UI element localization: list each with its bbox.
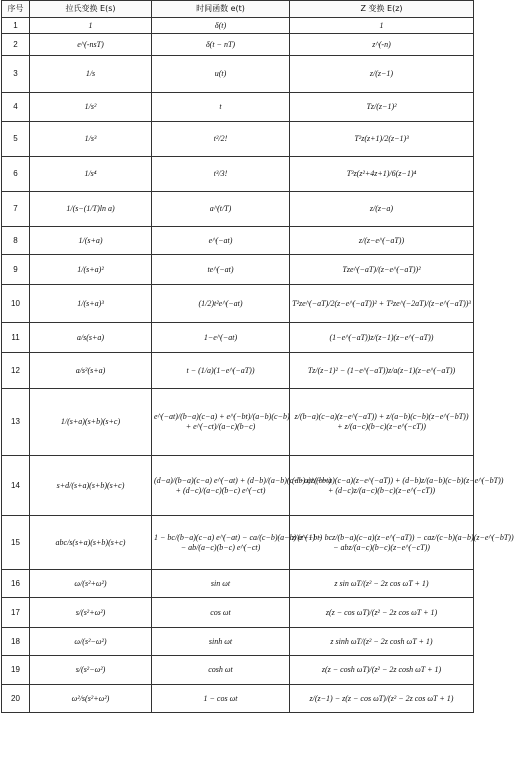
table-row bbox=[2, 285, 474, 323]
time-function-cell-text: cosh ωt bbox=[208, 665, 233, 674]
table-row bbox=[2, 18, 474, 34]
time-function-cell bbox=[152, 353, 290, 389]
z-transform-cell-text: z/(z−1) − z(z − cos ωT)/(z² − 2z cos ωT + 1) bbox=[309, 693, 454, 703]
z-transform-cell bbox=[290, 227, 474, 255]
z-transform-table bbox=[1, 0, 514, 713]
laplace-transform-cell bbox=[30, 157, 152, 192]
table-row bbox=[2, 685, 474, 713]
laplace-transform-cell-text: 1/(s+a)² bbox=[77, 264, 104, 274]
row-index-text: 1 bbox=[13, 20, 18, 30]
row-index-text: 7 bbox=[13, 204, 18, 213]
table-row bbox=[2, 227, 474, 255]
laplace-transform-cell bbox=[30, 227, 152, 255]
row-index bbox=[2, 56, 30, 93]
z-transform-cell bbox=[290, 628, 474, 656]
time-function-cell bbox=[152, 18, 290, 34]
z-transform-cell bbox=[290, 255, 474, 285]
table-row bbox=[2, 56, 474, 93]
time-function-cell bbox=[152, 93, 290, 122]
time-function-cell-text: e^(−at) bbox=[208, 235, 233, 245]
time-function-cell bbox=[152, 323, 290, 353]
time-function-cell bbox=[152, 192, 290, 227]
time-function-cell bbox=[152, 122, 290, 157]
row-index-text: 3 bbox=[13, 69, 18, 78]
z-transform-cell bbox=[290, 122, 474, 157]
laplace-transform-cell-text: s/(s²+ω²) bbox=[75, 607, 106, 617]
table-row bbox=[2, 122, 474, 157]
row-index-text: 5 bbox=[13, 134, 18, 143]
time-function-cell-text: 1−e^(−at) bbox=[203, 332, 238, 342]
laplace-transform-cell-text: e^(-nsT) bbox=[77, 39, 104, 49]
row-index bbox=[2, 656, 30, 685]
z-transform-cell-text: Tz/(z−1)² bbox=[366, 102, 397, 111]
laplace-transform-cell-text: 1 bbox=[88, 20, 93, 30]
z-transform-cell bbox=[290, 570, 474, 598]
laplace-transform-cell bbox=[30, 93, 152, 122]
table-row bbox=[2, 34, 474, 56]
time-function-cell-text: δ(t − nT) bbox=[205, 39, 236, 49]
laplace-transform-cell-text: abc/s(s+a)(s+b)(s+c) bbox=[55, 537, 126, 547]
time-function-cell bbox=[152, 285, 290, 323]
laplace-transform-cell-text: 1/(s+a)³ bbox=[77, 298, 104, 308]
time-function-cell-text: e^(−at)/(b−a)(c−a) + e^(−bt)/(a−b)(c−b) + e^(−ct)/(a−c)(b−c) bbox=[154, 412, 290, 431]
z-transform-cell bbox=[290, 56, 474, 93]
header-time-function: 时间函数 e(t) bbox=[152, 1, 290, 18]
header-laplace: 拉氏变换 E(s) bbox=[30, 1, 152, 18]
time-function-cell bbox=[152, 656, 290, 685]
z-transform-cell-text: (1−e^(−aT))z/(z−1)(z−e^(−aT)) bbox=[329, 332, 434, 342]
time-function-cell bbox=[152, 598, 290, 628]
row-index bbox=[2, 285, 30, 323]
time-function-cell-text: t bbox=[219, 102, 222, 111]
time-function-cell bbox=[152, 685, 290, 713]
time-function-cell-text: (1/2)t²e^(−at) bbox=[198, 298, 243, 308]
time-function-cell-text: δ(t) bbox=[214, 20, 227, 30]
laplace-transform-cell bbox=[30, 56, 152, 93]
laplace-transform-cell bbox=[30, 685, 152, 713]
row-index-text: 6 bbox=[13, 169, 18, 178]
z-transform-cell bbox=[290, 285, 474, 323]
laplace-transform-cell-text: 1/s bbox=[85, 69, 96, 78]
z-transform-cell-text: T²z(z+1)/2(z−1)³ bbox=[354, 134, 409, 143]
laplace-transform-cell bbox=[30, 516, 152, 570]
time-function-cell bbox=[152, 157, 290, 192]
laplace-transform-cell bbox=[30, 598, 152, 628]
row-index bbox=[2, 516, 30, 570]
time-function-cell bbox=[152, 570, 290, 598]
laplace-transform-cell bbox=[30, 656, 152, 685]
row-index bbox=[2, 122, 30, 157]
header-row bbox=[2, 1, 474, 18]
row-index bbox=[2, 570, 30, 598]
time-function-cell-text: 1 − cos ωt bbox=[203, 693, 238, 703]
row-index bbox=[2, 628, 30, 656]
time-function-cell bbox=[152, 34, 290, 56]
laplace-transform-cell bbox=[30, 353, 152, 389]
row-index bbox=[2, 192, 30, 227]
z-transform-cell-text: z sin ωT/(z² − 2z cos ωT + 1) bbox=[334, 578, 429, 588]
z-transform-cell-text: z/(z−1) bbox=[369, 69, 394, 78]
table-row bbox=[2, 353, 474, 389]
time-function-cell-text: u(t) bbox=[214, 69, 227, 78]
z-transform-cell-text: (d−a)z/(b−a)(c−a)(z−e^(−aT)) + (d−b)z/(a−b)(c−b)(z−e^(−bT)) + (d−c)z/(a−c)(b−c)(z−e^(−cT)) bbox=[292, 475, 504, 495]
row-index-text: 18 bbox=[11, 636, 20, 646]
laplace-transform-cell-text: a/s(s+a) bbox=[76, 332, 105, 342]
z-transform-cell bbox=[290, 323, 474, 353]
table-row bbox=[2, 628, 474, 656]
z-transform-cell bbox=[290, 389, 474, 456]
time-function-cell bbox=[152, 456, 332, 516]
z-transform-cell-text: Tz/(z−1)² − (1−e^(−aT))z/a(z−1)(z−e^(−aT)) bbox=[307, 365, 456, 375]
laplace-transform-cell bbox=[30, 570, 152, 598]
laplace-transform-cell bbox=[30, 285, 152, 323]
z-transform-cell bbox=[290, 685, 474, 713]
table-row bbox=[2, 656, 474, 685]
table-row bbox=[2, 570, 474, 598]
z-transform-cell bbox=[290, 516, 514, 570]
time-function-cell-text: t − (1/a)(1−e^(−aT)) bbox=[186, 365, 255, 375]
z-transform-cell-text: z^(-n) bbox=[372, 39, 391, 49]
table-row bbox=[2, 93, 474, 122]
row-index-text: 8 bbox=[13, 235, 18, 245]
time-function-cell-text: te^(−at) bbox=[207, 264, 234, 274]
laplace-transform-cell bbox=[30, 34, 152, 56]
z-transform-cell-text: z(z − cosh ωT)/(z² − 2z cosh ωT + 1) bbox=[321, 665, 442, 674]
laplace-transform-cell-text: s/(s²−ω²) bbox=[75, 665, 106, 674]
row-index-text: 16 bbox=[11, 578, 20, 588]
z-transform-cell-text: Tze^(−aT)/(z−e^(−aT))² bbox=[342, 264, 421, 274]
row-index-text: 2 bbox=[13, 39, 18, 49]
laplace-transform-cell bbox=[30, 389, 152, 456]
row-index-text: 15 bbox=[11, 537, 20, 547]
table-row bbox=[2, 598, 474, 628]
table-row bbox=[2, 456, 474, 516]
table-row bbox=[2, 516, 474, 570]
row-index-text: 13 bbox=[11, 417, 20, 426]
row-index bbox=[2, 93, 30, 122]
table-row bbox=[2, 192, 474, 227]
laplace-transform-cell-text: ω²/s(s²+ω²) bbox=[71, 693, 110, 703]
z-transform-cell-text: z sinh ωT/(z² − 2z cosh ωT + 1) bbox=[330, 636, 433, 646]
laplace-transform-cell bbox=[30, 122, 152, 157]
laplace-transform-cell bbox=[30, 456, 152, 516]
row-index bbox=[2, 34, 30, 56]
time-function-cell-text: a^(t/T) bbox=[209, 204, 232, 213]
z-transform-cell bbox=[290, 656, 474, 685]
z-transform-cell bbox=[290, 456, 504, 516]
row-index bbox=[2, 323, 30, 353]
z-transform-cell-text: z(z − cos ωT)/(z² − 2z cos ωT + 1) bbox=[325, 607, 438, 617]
time-function-cell-text: 1 − bc/(b−a)(c−a) e^(−at) − ca/(c−b)(a−b) e^(−bt) − ab/(a−c)(b−c) e^(−ct) bbox=[154, 532, 323, 552]
z-transform-cell bbox=[290, 34, 474, 56]
time-function-cell-text: sinh ωt bbox=[208, 636, 233, 646]
time-function-cell bbox=[152, 56, 290, 93]
laplace-transform-cell-text: 1/s⁴ bbox=[84, 169, 97, 178]
header-z-transform: Z 变换 E(z) bbox=[290, 1, 474, 18]
z-transform-cell-text: T²ze^(−aT)/2(z−e^(−aT))² + T²ze^(−2aT)/(z−e^(−aT))³ bbox=[292, 298, 471, 308]
z-transform-cell bbox=[290, 157, 474, 192]
z-transform-cell bbox=[290, 18, 474, 34]
laplace-transform-cell bbox=[30, 255, 152, 285]
row-index-text: 12 bbox=[11, 365, 20, 375]
z-transform-cell-text: z/(z−a) bbox=[369, 204, 394, 213]
z-transform-cell-text: z/(z−1) − bcz/(b−a)(c−a)(z−e^(−aT)) − caz/(c−b)(a−b)(z−e^(−bT)) − abz/(a−c)(b−c)(z−e^(−cT)) bbox=[292, 532, 514, 552]
laplace-transform-cell-text: 1/(s+a)(s+b)(s+c) bbox=[60, 417, 121, 426]
row-index bbox=[2, 598, 30, 628]
row-index-text: 20 bbox=[11, 693, 20, 703]
time-function-cell bbox=[152, 389, 290, 456]
time-function-cell bbox=[152, 227, 290, 255]
time-function-cell-text: sin ωt bbox=[210, 578, 231, 588]
table-body bbox=[2, 18, 514, 713]
time-function-cell-text: (d−a)/(b−a)(c−a) e^(−at) + (d−b)/(a−b)(c−b) e^(−bt) + (d−c)/(a−c)(b−c) e^(−ct) bbox=[154, 475, 332, 495]
table-row bbox=[2, 323, 474, 353]
row-index bbox=[2, 456, 30, 516]
row-index-text: 9 bbox=[13, 264, 18, 274]
row-index bbox=[2, 353, 30, 389]
z-transform-cell-text: 1 bbox=[379, 20, 384, 30]
laplace-transform-cell-text: ω/(s²+ω²) bbox=[74, 578, 107, 588]
laplace-transform-cell-text: 1/(s−(1/T)ln a) bbox=[66, 204, 115, 213]
time-function-cell bbox=[152, 628, 290, 656]
z-transform-cell bbox=[290, 598, 474, 628]
time-function-cell-text: cos ωt bbox=[210, 607, 231, 617]
laplace-transform-cell bbox=[30, 192, 152, 227]
table-row bbox=[2, 157, 474, 192]
table-row bbox=[2, 255, 474, 285]
laplace-transform-cell bbox=[30, 18, 152, 34]
z-transform-cell-text: z/(z−e^(−aT)) bbox=[358, 235, 405, 245]
row-index bbox=[2, 389, 30, 456]
z-transform-cell-text: z/(b−a)(c−a)(z−e^(−aT)) + z/(a−b)(c−b)(z−e^(−bT)) + z/(a−c)(b−c)(z−e^(−cT)) bbox=[294, 412, 469, 431]
row-index bbox=[2, 18, 30, 34]
laplace-transform-cell-text: 1/(s+a) bbox=[78, 235, 103, 245]
row-index-text: 4 bbox=[13, 102, 18, 111]
laplace-transform-cell bbox=[30, 628, 152, 656]
time-function-cell-text: t³/3! bbox=[213, 169, 228, 178]
laplace-transform-cell-text: 1/s³ bbox=[84, 134, 97, 143]
laplace-transform-cell-text: a/s²(s+a) bbox=[75, 365, 106, 375]
laplace-transform-cell-text: 1/s² bbox=[84, 102, 97, 111]
z-transform-cell bbox=[290, 192, 474, 227]
z-transform-cell bbox=[290, 353, 474, 389]
time-function-cell bbox=[152, 255, 290, 285]
row-index bbox=[2, 157, 30, 192]
time-function-cell bbox=[152, 516, 323, 570]
row-index-text: 17 bbox=[11, 607, 20, 617]
z-transform-cell bbox=[290, 93, 474, 122]
z-transform-cell-text: T³z(z²+4z+1)/6(z−1)⁴ bbox=[346, 169, 417, 178]
row-index bbox=[2, 685, 30, 713]
row-index-text: 14 bbox=[11, 480, 20, 490]
laplace-transform-cell bbox=[30, 323, 152, 353]
table-row bbox=[2, 389, 474, 456]
time-function-cell-text: t²/2! bbox=[213, 134, 228, 143]
row-index-text: 19 bbox=[11, 665, 20, 674]
header-index: 序号 bbox=[2, 1, 30, 18]
laplace-transform-cell-text: s+d/(s+a)(s+b)(s+c) bbox=[56, 480, 125, 490]
row-index-text: 11 bbox=[11, 332, 20, 342]
row-index bbox=[2, 255, 30, 285]
row-index-text: 10 bbox=[11, 298, 20, 308]
row-index bbox=[2, 227, 30, 255]
laplace-transform-cell-text: ω/(s²−ω²) bbox=[74, 636, 107, 646]
